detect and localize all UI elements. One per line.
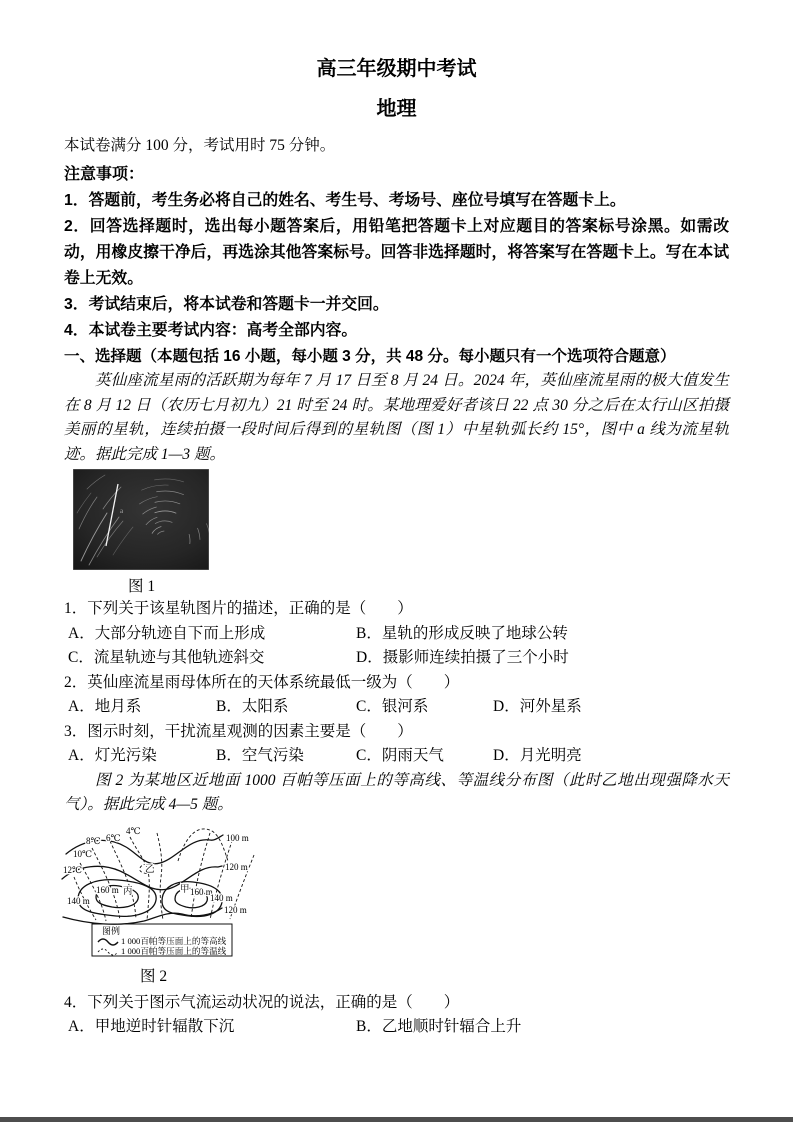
meteor-line-label: a — [120, 507, 124, 515]
option-item: A．甲地逆时针辐散下沉 — [68, 1018, 235, 1035]
question-1-stem: 1．下列关于该星轨图片的描述，正确的是（ ） — [64, 600, 413, 617]
page-title: 高三年级期中考试 — [316, 58, 477, 80]
option-item: A．大部分轨迹自下而上形成 — [68, 624, 266, 642]
option-item: B．太阳系 — [216, 698, 289, 715]
point-labels — [123, 864, 190, 897]
label-6c: 6℃ — [106, 832, 121, 843]
legend-contour-label: 1 000百帕等压面上的等高线 — [121, 935, 227, 946]
page-bottom-edge — [0, 1117, 793, 1122]
option-item: D．摄影师连续拍摄了三个小时 — [356, 649, 569, 666]
question-4-stem: 4．下列关于图示气流运动状况的说法，正确的是（ ） — [64, 993, 460, 1011]
question-3-options — [64, 744, 729, 769]
label-160m-left: 160 m — [96, 884, 119, 895]
figure2-contour-diagram — [60, 821, 320, 961]
question-2 — [64, 671, 729, 720]
note-item-4: 4．本试卷主要考试内容：高考全部内容。 — [64, 322, 358, 339]
passage-isobaric-surface: 图 2 为某地区近地面 1000 百帕等压面上的等高线、等温线分布图（此时乙地出现强降水天气）。据此完成 4—5 题。 — [64, 771, 729, 813]
label-100m: 100 m — [226, 832, 249, 843]
option-item: D．月光明亮 — [493, 747, 582, 764]
option-item: B．星轨的形成反映了地球公转 — [356, 624, 568, 642]
label-jia: 甲 — [180, 884, 190, 895]
question-1 — [64, 597, 729, 671]
label-140m-left: 140 m — [67, 895, 90, 906]
exam-meta: 本试卷满分 100 分，考试用时 75 分钟。 — [64, 137, 336, 154]
question-3 — [64, 720, 729, 769]
note-item-2: 2．回答选择题时，选出每小题答案后，用铅笔把答题卡上对应题目的答案标号涂黑。如需改动，用橡皮擦干净后，再选涂其他答案标号。回答非选择题时，将答案写在答题卡上。写在本试卷上无效。 — [64, 218, 729, 287]
label-bing: 丙 — [123, 886, 133, 897]
legend-isotherm-label: 1 000百帕等压面上的等温线 — [121, 945, 227, 956]
label-120m-right: 120 m — [225, 861, 248, 872]
figure2-caption: 图 2 — [140, 967, 168, 985]
label-12c: 12℃ — [63, 864, 83, 875]
figure1-star-trail-photo — [73, 469, 729, 575]
passage-meteor-shower: 英仙座流星雨的活跃期为每年 7 月 17 日至 8 月 24 日。2024 年，英仙座流星雨的极大值发生在 8 月 12 日（农历七月初九）21 时至 24 时。某地理爱好者该日 22 点 30 分之后在太行山区拍摄美丽的星轨，连续拍摄一段时间后得到的星轨图（图 1）中星轨弧长约 15°，图中 a 线为流星轨迹。据此完成 1—3 题。 — [64, 372, 729, 463]
option-item: D．河外星系 — [493, 698, 582, 715]
notes-heading: 注意事项： — [64, 166, 145, 183]
figure1-caption: 图 1 — [128, 578, 156, 595]
legend-isotherm-symbol — [98, 949, 118, 955]
note-item-1: 1．答题前，考生务必将自己的姓名、考生号、考场号、座位号填写在答题卡上。 — [64, 192, 626, 209]
option-item: A．地月系 — [68, 698, 142, 715]
label-yi: 乙 — [145, 864, 155, 875]
option-item: C．流星轨迹与其他轨迹斜交 — [68, 649, 265, 666]
option-item: C．阴雨天气 — [356, 747, 444, 764]
question-4-options — [64, 1015, 729, 1040]
label-4c: 4℃ — [126, 825, 141, 836]
question-4 — [64, 991, 729, 1040]
legend-contour-symbol — [98, 939, 118, 945]
section-heading: 一、选择题（本题包括 16 小题，每小题 3 分，共 48 分。每小题只有一个选项符合题意） — [64, 348, 676, 365]
question-2-options — [64, 695, 729, 720]
question-1-options — [64, 622, 729, 671]
label-140m-right: 140 m — [210, 892, 233, 903]
option-item: C．银河系 — [356, 698, 429, 715]
label-120m-bottom: 120 m — [224, 904, 247, 915]
label-160m-right: 160 m — [190, 886, 213, 897]
label-10c: 10℃ — [73, 848, 93, 859]
question-2-stem: 2．英仙座流星雨母体所在的天体系统最低一级为（ ） — [64, 673, 460, 691]
subject-title: 地理 — [376, 98, 417, 120]
question-3-stem: 3．图示时刻，干扰流星观测的因素主要是（ ） — [64, 722, 413, 740]
option-item: B．空气污染 — [216, 747, 304, 764]
option-item: A．灯光污染 — [68, 747, 157, 764]
note-item-3: 3．考试结束后，将本试卷和答题卡一并交回。 — [64, 296, 389, 313]
star-trail-image — [73, 469, 209, 570]
legend-title: 图例 — [102, 925, 121, 936]
label-8c: 8℃ — [86, 835, 101, 846]
option-item: B．乙地顺时针辐合上升 — [356, 1018, 522, 1035]
figure2-legend — [92, 924, 232, 956]
